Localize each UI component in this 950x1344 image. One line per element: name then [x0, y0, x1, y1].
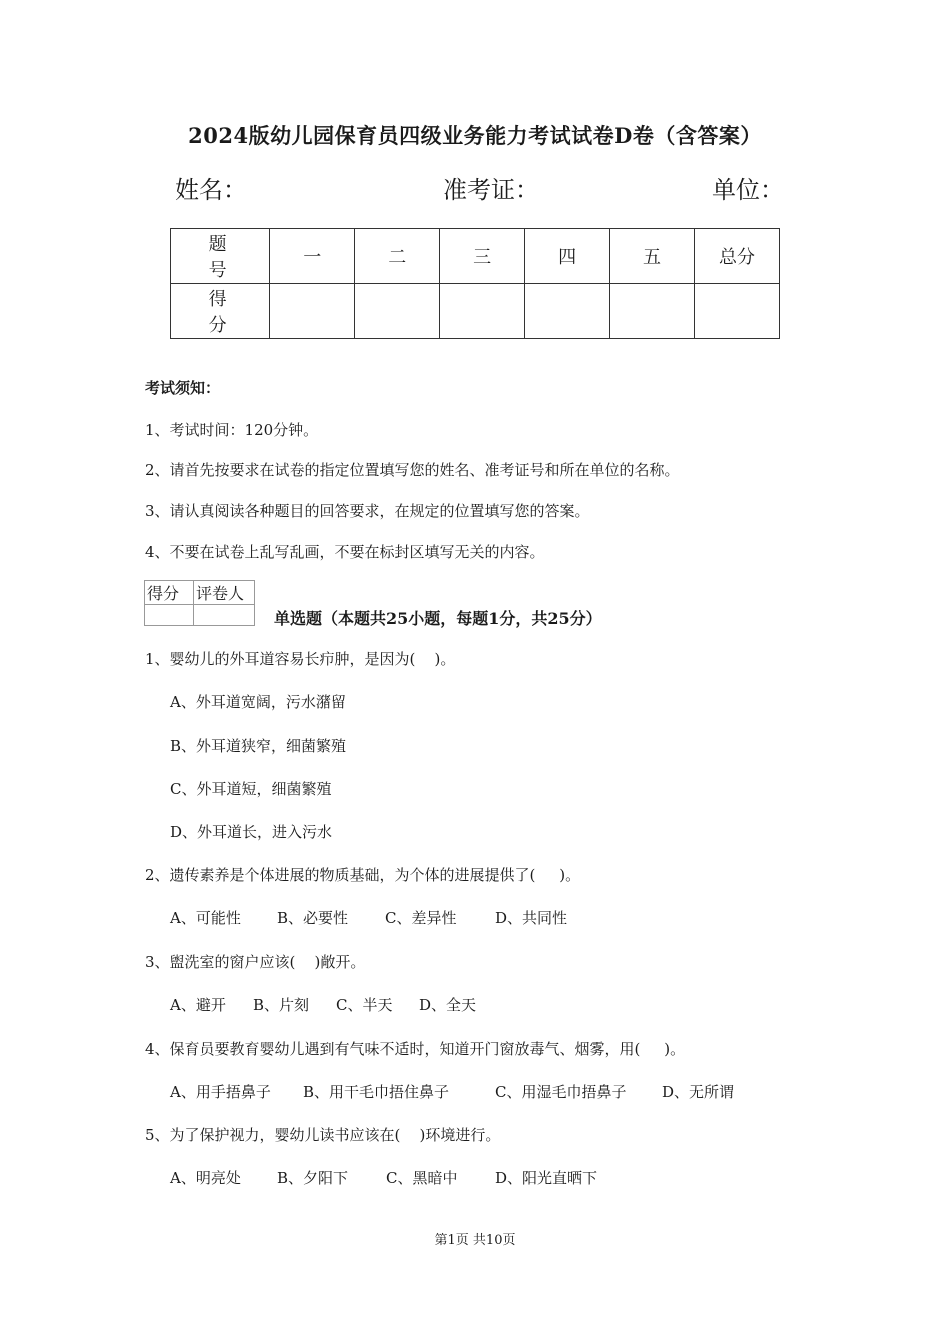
- question-option[interactable]: C、差异性: [385, 909, 457, 927]
- notice-title: 考试须知：: [145, 379, 221, 397]
- question-stem: 3、盥洗室的窗户应该( )敞开。: [145, 953, 366, 971]
- notice-item: 1、考试时间：120分钟。: [145, 421, 319, 439]
- grader-table: [144, 580, 255, 626]
- question-option[interactable]: C、用湿毛巾捂鼻子: [495, 1083, 627, 1101]
- score-cell-1[interactable]: [270, 284, 355, 339]
- score-header-1: 一: [270, 229, 355, 284]
- exam-number-label: 准考证：: [443, 176, 539, 204]
- score-header-3: 三: [440, 229, 525, 284]
- question-options-row: [170, 907, 567, 928]
- question-option[interactable]: A、可能性: [170, 909, 241, 927]
- question-option[interactable]: C、半天: [336, 996, 393, 1014]
- notice-item: 2、请首先按要求在试卷的指定位置填写您的姓名、准考证号和所在单位的名称。: [145, 461, 680, 479]
- score-row-label: 得 分: [171, 284, 270, 339]
- question-option[interactable]: A、明亮处: [170, 1169, 241, 1187]
- name-label: 姓名：: [175, 176, 247, 204]
- grader-reviewer-label: 评卷人: [194, 581, 255, 605]
- question-options-row: [170, 994, 476, 1015]
- grader-reviewer-cell[interactable]: [194, 605, 255, 626]
- question-option[interactable]: B、外耳道狭窄，细菌繁殖: [170, 737, 347, 755]
- notice-item: 4、不要在试卷上乱写乱画，不要在标封区填写无关的内容。: [145, 543, 545, 561]
- page-footer: 第1页 共10页: [434, 1233, 516, 1248]
- question-option[interactable]: C、外耳道短，细菌繁殖: [170, 780, 332, 798]
- question-option[interactable]: D、无所谓: [662, 1083, 735, 1101]
- score-cell-4[interactable]: [525, 284, 610, 339]
- unit-label: 单位：: [712, 176, 784, 204]
- question-options-row: [170, 1081, 734, 1102]
- question-option[interactable]: D、阳光直晒下: [495, 1169, 598, 1187]
- score-header-4: 四: [525, 229, 610, 284]
- question-option[interactable]: B、用干毛巾捂住鼻子: [303, 1083, 450, 1101]
- notice-item: 3、请认真阅读各种题目的回答要求，在规定的位置填写您的答案。: [145, 502, 590, 520]
- question-option[interactable]: B、片刻: [253, 996, 310, 1014]
- grader-score-cell[interactable]: [145, 605, 194, 626]
- question-stem: 4、保育员要教育婴幼儿遇到有气味不适时，知道开门窗放毒气、烟雾，用( )。: [145, 1040, 686, 1058]
- question-option[interactable]: A、用手捂鼻子: [170, 1083, 271, 1101]
- score-cell-2[interactable]: [355, 284, 440, 339]
- question-option[interactable]: A、避开: [170, 996, 226, 1014]
- score-table: [170, 228, 780, 339]
- question-option[interactable]: D、全天: [419, 996, 477, 1014]
- score-table-score-row: [171, 284, 780, 339]
- question-option[interactable]: B、夕阳下: [277, 1169, 349, 1187]
- grader-score-label: 得分: [145, 581, 194, 605]
- score-cell-total[interactable]: [695, 284, 780, 339]
- question-stem: 2、遗传素养是个体进展的物质基础，为个体的进展提供了( )。: [145, 866, 581, 884]
- question-stem: 5、为了保护视力，婴幼儿读书应该在( )环境进行。: [145, 1126, 501, 1144]
- section-title: 单选题（本题共25小题，每题1分，共25分）: [274, 609, 602, 628]
- score-header-total: 总分: [695, 229, 780, 284]
- score-header-5: 五: [610, 229, 695, 284]
- question-option[interactable]: D、外耳道长，进入污水: [170, 823, 333, 841]
- question-option[interactable]: A、外耳道宽阔，污水潴留: [170, 693, 346, 711]
- score-cell-3[interactable]: [440, 284, 525, 339]
- score-header-question-no: 题 号: [171, 229, 270, 284]
- question-option[interactable]: C、黑暗中: [386, 1169, 458, 1187]
- score-header-2: 二: [355, 229, 440, 284]
- page-title: 2024版幼儿园保育员四级业务能力考试试卷D卷（含答案）: [188, 123, 762, 148]
- score-table-header-row: [171, 229, 780, 284]
- question-options-row: [170, 1167, 597, 1188]
- score-cell-5[interactable]: [610, 284, 695, 339]
- question-option[interactable]: B、必要性: [277, 909, 349, 927]
- question-option[interactable]: D、共同性: [495, 909, 568, 927]
- question-stem: 1、婴幼儿的外耳道容易长疖肿，是因为( )。: [145, 650, 456, 668]
